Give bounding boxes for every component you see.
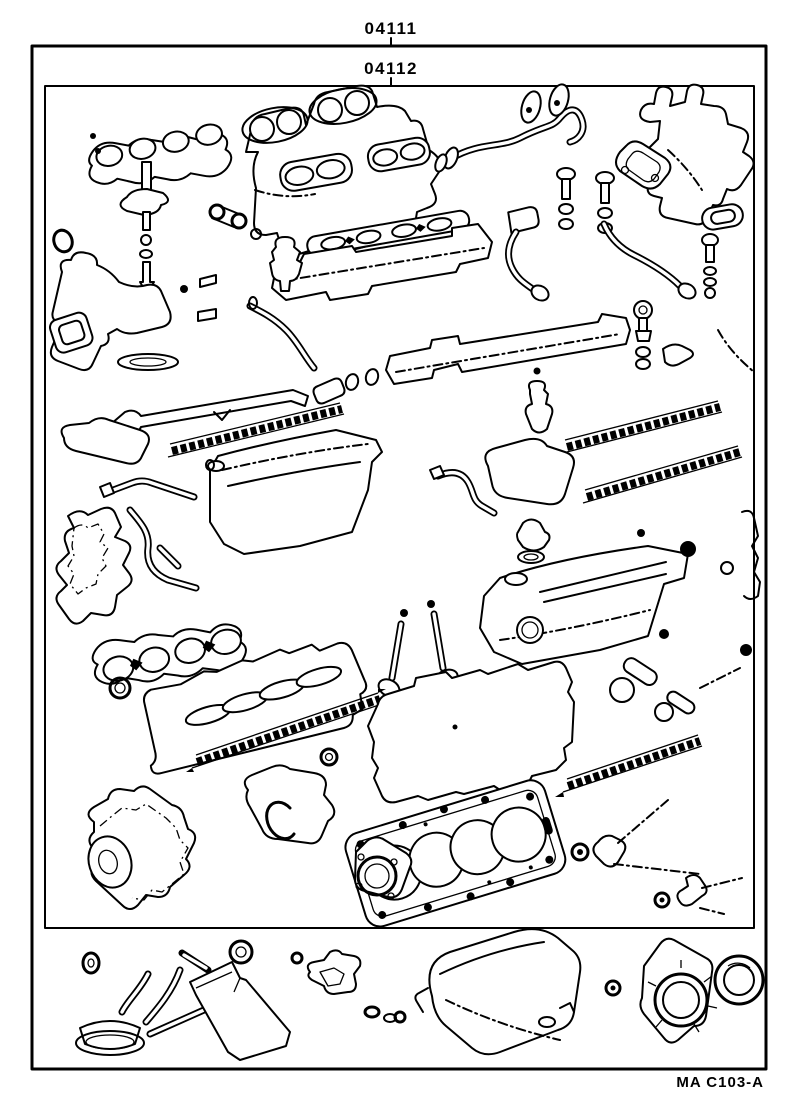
oil-pan (415, 929, 580, 1054)
exhaust-valves-right (610, 629, 752, 721)
exhaust-manifold-gasket (84, 118, 235, 201)
o-ring-small (51, 228, 75, 255)
fuel-line-left (505, 204, 551, 304)
valve-cover-right (480, 529, 696, 664)
fuel-injector (526, 368, 553, 449)
crankshaft-rear-seal (715, 956, 763, 1004)
oil-filler-tube (190, 962, 290, 1060)
valve-cover-left (206, 430, 382, 554)
link-bolt-dumbbell (210, 205, 246, 228)
valve-cover-gasket-right-a (563, 401, 722, 453)
oil-pump-gasket (245, 749, 337, 843)
bolt-washer-set-center-a (557, 168, 575, 229)
oil-pan-baffle-gasket (308, 950, 361, 994)
valve-stem-seals-right (572, 800, 742, 914)
oil-filler-cap (517, 520, 550, 564)
fuel-line-right (604, 224, 698, 302)
camshaft-oil-seal-strip-right (555, 735, 702, 797)
timing-belt-cover-gasket (56, 508, 131, 624)
rear-seal-retainer (606, 939, 717, 1043)
pcv-bracket (430, 466, 494, 513)
outer-part-number-label: 04111 (364, 19, 418, 38)
cylinder-head-gasket-blank (368, 662, 574, 803)
timing-cover-gasket (82, 786, 195, 909)
seal-ring-top (230, 941, 252, 963)
inner-part-number-label: 04112 (364, 59, 418, 78)
water-inlet-housing (48, 252, 216, 370)
coolant-bypass-pipe (433, 110, 583, 173)
bolt-washer-set-right (702, 234, 718, 298)
water-inlet-gasket-oval (118, 354, 178, 370)
union-bolt-assembly (634, 301, 693, 369)
drawing-code-label: MA C103-A (676, 1074, 764, 1091)
delivery-pipe-lower (249, 297, 630, 404)
oil-level-dipstick (182, 953, 208, 970)
valve-cover-gasket-right-b (583, 446, 742, 503)
camshaft-housing-right (485, 439, 574, 504)
